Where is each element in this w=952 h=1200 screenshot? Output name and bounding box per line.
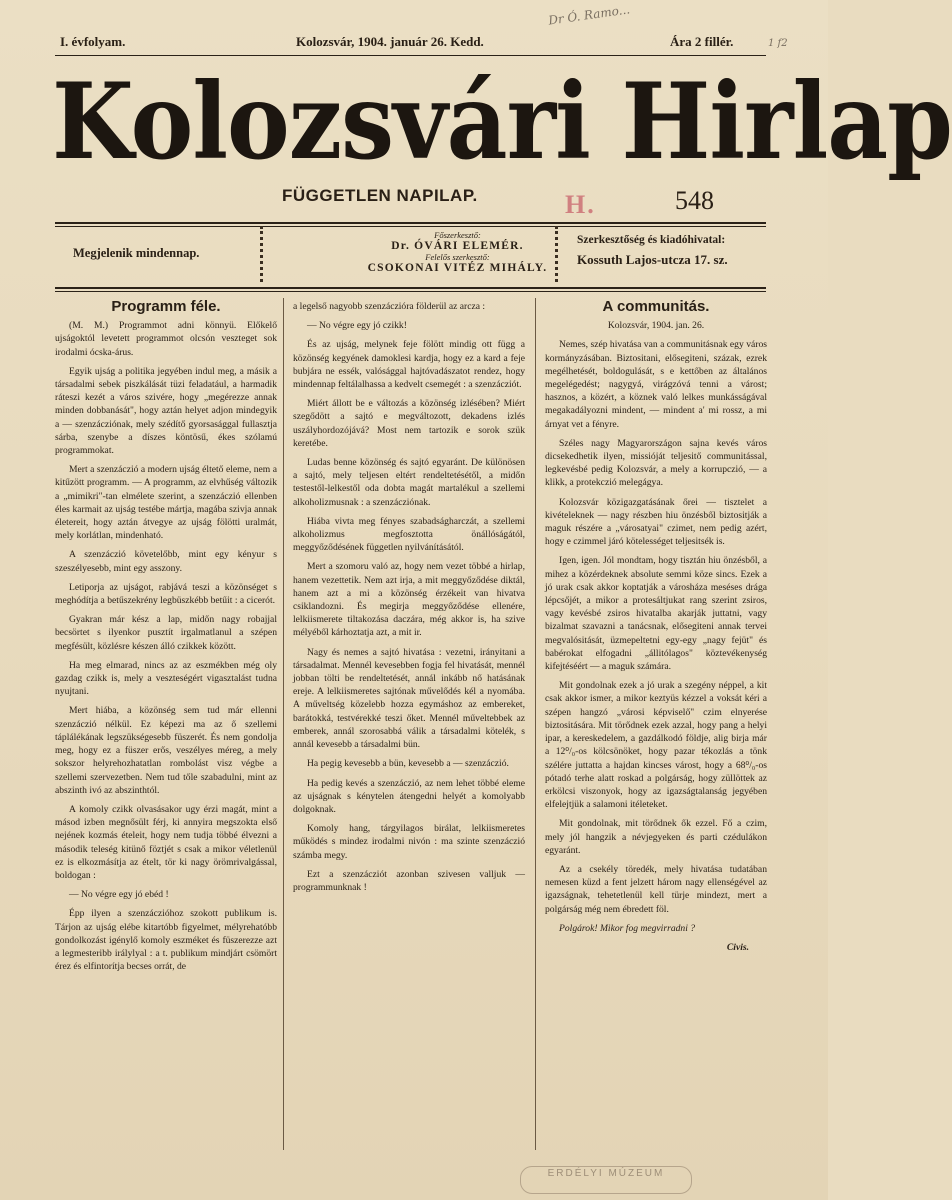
info-separator-left xyxy=(260,226,263,282)
paragraph: Mert hiába, a közönség sem tud már ellenni szenzáczió nélkül. Ez képezi ma az ő szellemi táplálékának legszükségesebb füszerét. És nem gondolja meg, hogy ez a füszer erős, veszélyes méreg, a mely sokszor helyrehozhatatlan rombolást visz végbe a szellemi szervezetben. Nem tud tőle szabadulni, mint az abszinth ivó az abszinthtól. xyxy=(55,705,277,796)
column-separator-2 xyxy=(535,298,536,1150)
paragraph: Mit gondolnak ezek a jó urak a szegény néppel, a kit csak akkor ismer, a mikor keztyüs kézzel a voksát kéri a szépen hangzó „városi képviselő" czim elnyerése biztositására. Mit törődnek ezek azzal, hogy pang a helyi ipar, a kereskedelem, a gazdálkodó földje, alig birja már a 12⁰/₀-os kölcsönöket, hogy pazar tékozlás a tönk szélére juttatta a hajdan kincses várost, hogy a 68⁰/₀-os pótadó terhe alatt roskad a polgárság, hogy züllöttek az erkölcsi viszonyok, hogy az igazságtalanság jegyében elfelejtjük a salamoni itéleteket. xyxy=(545,680,767,811)
article-communitas xyxy=(545,300,767,954)
editor-label: Főszerkesztő: xyxy=(434,230,481,240)
paragraph: Ezt a szenzácziót azonban szivesen valljuk — programmunknak ! xyxy=(293,868,525,893)
price-label: Ára 2 fillér. xyxy=(670,34,734,49)
responsible-editor-name: CSOKONAI VITÉZ MIHÁLY. xyxy=(367,262,548,274)
paragraph: Mert a szenzáczió a modern ujság éltető eleme, nem a kitűzött programm. — A programm, az elvhűség változik a „mimikri"-tan elmélete szerint, a szenzáczió ellenben éles karmait az ujság testébe mártja, magába szivja annak életereit, hogy aztán átvegye az ujság fölötti uralmát, mely korlátlan, mindenható. xyxy=(55,464,277,542)
article-dateline: Kolozsvár, 1904. jan. 26. xyxy=(607,320,705,332)
paragraph: Letiporja az ujságot, rabjává teszi a közönséget s meghódítja a betűszekrény legbüszkébb betűit : a cicerót. xyxy=(55,581,277,607)
paragraph: Gyakran már kész a lap, midőn nagy robajjal becsörtet s ilyenkor pusztít irgalmatlanul a szépen megfésült, közlésre készen álló czikkek között. xyxy=(55,614,277,652)
paragraph: (M. M.) Programmot adni könnyü. Előkelő ujságoktól levetett programmot olcsón veszteget sok irodalmi ócska-árus. xyxy=(55,320,277,358)
editors-block xyxy=(310,230,605,274)
signature: Civis. xyxy=(726,941,749,953)
paragraph: Mit gondolnak, mit törődnek ők ezzel. Fő a czim, mely jól hangzik a névjegyeken és parti czédulákon egyaránt. xyxy=(545,818,767,856)
paragraph: Nagy és nemes a sajtó hivatása : vezetni, irányitani a társadalmat. Mennél kevesebben fogja fel hivatását, mennél jobban tölti be rendeltetését, annál inkább nő hatásának ereje. A lelkiismeretes sajtónak művelődés kél a nyomába. A műveltség közelebb hozza egymáshoz az embereket, barátokká, testvérekké teszi őket. Mennél műveltebbek az emberek, annál szorosabbá válik a társadalmi kötelék, s annál kevesebb a társadalmi bün. xyxy=(293,646,525,751)
paragraph: És az ujság, melynek feje fölött mindig ott függ a közönség kegyének damoklesi kardja, hogy ez a kard a feje bubjára ne essék, valósággal hajtóvadászatot rendez, hogy mindennap feltálalhassa a kedvelt csemegét : a szenzácziót. xyxy=(293,339,525,391)
paragraph: Egyik ujság a politika jegyében indul meg, a másik a társadalmi sebek piszkálását tüzi feladatául, a harmadik ráteszi kezét a város szivére, hogy „megérezze annak minden dobbanását", hogy aztán helyet adjon mindegyik a — szenzácziónak, mely szédítő gyorsasággal fullasztja sárba, szenybe a díszes köntösű, ékes szólamú programmokat. xyxy=(55,365,277,457)
paragraph: Komoly hang, tárgyilagos birálat, lelkiismeretes működés s mindez irodalmi nivón : ma szinte szenzáczió számba megy. xyxy=(293,823,525,861)
article-programm-continued xyxy=(293,300,525,900)
paragraph: Ha pedig kevés a szenzáczió, az nem lehet többé eleme az ujságnak s kénytelen átengedni helyét a komolyabb dolgoknak. xyxy=(293,777,525,815)
issue-number: 548 xyxy=(675,186,714,215)
museum-stamp: ERDÉLYI MÚZEUM xyxy=(520,1166,692,1194)
office-block xyxy=(577,234,728,268)
paragraph: Hiába vivta meg fényes szabadságharczát, a szellemi alkoholizmus megfosztotta önállóságától, meggyőződésének független nyilvánításától. xyxy=(293,515,525,554)
info-bar xyxy=(55,226,766,284)
paragraph: Az a csekély töredék, mely hivatása tudatában nemesen küzd a fent jelzett három nagy ellenségével az igazságnak, tehetetlenül kell türje mindezt, mert a polgárság még nem ébredett föl. xyxy=(545,863,767,915)
masthead-title: Kolozsvári Hirlap xyxy=(52,60,952,184)
office-address: Kossuth Lajos-utcza 17. sz. xyxy=(577,252,728,267)
paragraph: Széles nagy Magyarországon sajna kevés város dicsekedhetik ilyen, missióját teljesitő communitással, legkevésbé pedig Kolozsvár, a mely a korrupczió, — a klikk, a protekczió melegágya. xyxy=(545,437,767,489)
info-top-rule xyxy=(55,222,766,224)
info-bottom-rule xyxy=(55,287,766,289)
paragraph: — No végre egy jó ebéd ! xyxy=(69,889,169,901)
paragraph: Miért állott be e változás a közönség izlésében? Miért szegődött a sajtó e megváltozott, dekadens izlés uszályhordozójává? Most nem tartozik e sorok szük keretébe. xyxy=(293,398,525,449)
paragraph: Igen, igen. Jól mondtam, hogy tisztán hiu önzésből, a mihez a közérdeknek absolute semmi köze sincs. Ezek a jó urak csak akkor koptatják a városháza meséses drága lépcsőjét, a mikor a protesáltjukat rang szerint zsiros, vagy kevésbé zsiros hivatalba akarják juttatni, vagy bizalmat szavazni a tanácsnak, elősegiteni annak tervei megvalósitását, üzmepeltetni egy-egy „nagy fejüt" és babérokat elfogadni „állitólagos" köztevékenység kifejtéséért — a maguk számára. xyxy=(545,555,767,673)
paragraph: Mert a szomoru való az, hogy nem vezet többé a hirlap, hanem vezettetik. Nem azt irja, a mit meggyőződése diktál, hanem azt a mi a közönség érzékeit van hivatva csiklandozni. És megirja meggyőződése ellenére, lelkiismerete tiltakozása daczára, még akkor is, ha szive mélyéből kárhoztatja azt, a mit ir. xyxy=(293,561,525,639)
responsible-editor-label: Felelős szerkesztő: xyxy=(425,252,490,262)
article-title: A communitás. xyxy=(602,298,710,315)
info-bottom-rule-thin xyxy=(55,291,766,292)
editor-name: Dr. ÓVÁRI ELEMÉR. xyxy=(391,240,524,252)
paragraph: Ha meg elmarad, nincs az az eszmékben még oly gazdag czikk is, mely a veszteségért vigasztalást tudna nyujtani. xyxy=(55,659,277,698)
paragraph: Ludas benne közönség és sajtó egyaránt. De különösen a sajtó, mely teljesen eltért rendeltetésétől, a midőn testestől-lelkestől oda dobta magát martalékul a szellemi alkoholizmusnak : a szenzácziónak. xyxy=(293,457,525,508)
paragraph: A komoly czikk olvasásakor ugy érzi magát, mint a másod izben megnősült férj, ki annyira megszokta első nejének kozmás ételeit, hogy nem tudja többé élvezni a második teleség kitünő föztjét s csak a mikor véletlenül ez is elkozmásítja az ételt, tör ki nagy örömrivalgással, boldogan : xyxy=(55,803,277,881)
info-separator-right xyxy=(555,226,558,282)
paragraph: a legelső nagyobb szenzáczióra földerül az arcza : xyxy=(293,301,486,312)
office-label: Szerkesztőség és kiadóhivatal: xyxy=(577,234,726,246)
paragraph: Ha pegig kevesebb a bün, kevesebb a — szenzáczió. xyxy=(307,758,509,770)
volume-label: I. évfolyam. xyxy=(60,34,126,49)
paragraph: Nemes, szép hivatása van a communitásnak egy város kormányzásában. Biztositani, elősegiteni, százak, ezrek megélhetését, boldogulását, s e kettőben az általános megelégedést; nagygyá, virágzóvá tenni a várost; hasznos, a közért, a köznek való lelkes munkásságával megakadályozni mindent, — mindent a' mi rossz, a mi árnyat vet a fényre. xyxy=(545,339,767,430)
subtitle: FÜGGETLEN NAPILAP. xyxy=(282,186,478,205)
handwritten-note: Dr Ó. Ramo... xyxy=(547,2,631,28)
paragraph: A szenzáczió követelőbb, mint egy kényur s szeszélyesebb, mint egy asszony. xyxy=(55,549,277,574)
column-separator-1 xyxy=(283,298,284,1150)
article-programm xyxy=(55,300,277,979)
paragraph: Kolozsvár közigazgatásának őrei — tisztelet a kivételeknek — nagy részben hiu önzésből biztositják a maguk részére a „városatyai" czimet, nem pedig azért, hogy e czimmel járó kötelességet teljesitsék is. xyxy=(545,496,767,548)
dateline: Kolozsvár, 1904. január 26. Kedd. xyxy=(296,34,484,49)
frequency-label: Megjelenik mindennap. xyxy=(73,246,200,260)
handwritten-corner-note: 1 f2 xyxy=(768,38,788,49)
closing-line: Polgárok! Mikor fog megvirradni ? xyxy=(559,922,696,934)
article-title: Programm féle. xyxy=(111,298,221,315)
paragraph: Épp ilyen a szenzáczióhoz szokott publikum is. Tárjon az ujság elébe kitartóbb figyelmet, mélyrehatóbb gondolkozást igénylő komoly eszméket és füszerezze azt a legmesteribb irálylyal : a t. publikum mindjárt csömört érez és elfintorítja becses orrát, de xyxy=(55,908,277,973)
archive-stamp: H. xyxy=(565,190,596,219)
paragraph: — No végre egy jó czikk! xyxy=(307,320,407,332)
